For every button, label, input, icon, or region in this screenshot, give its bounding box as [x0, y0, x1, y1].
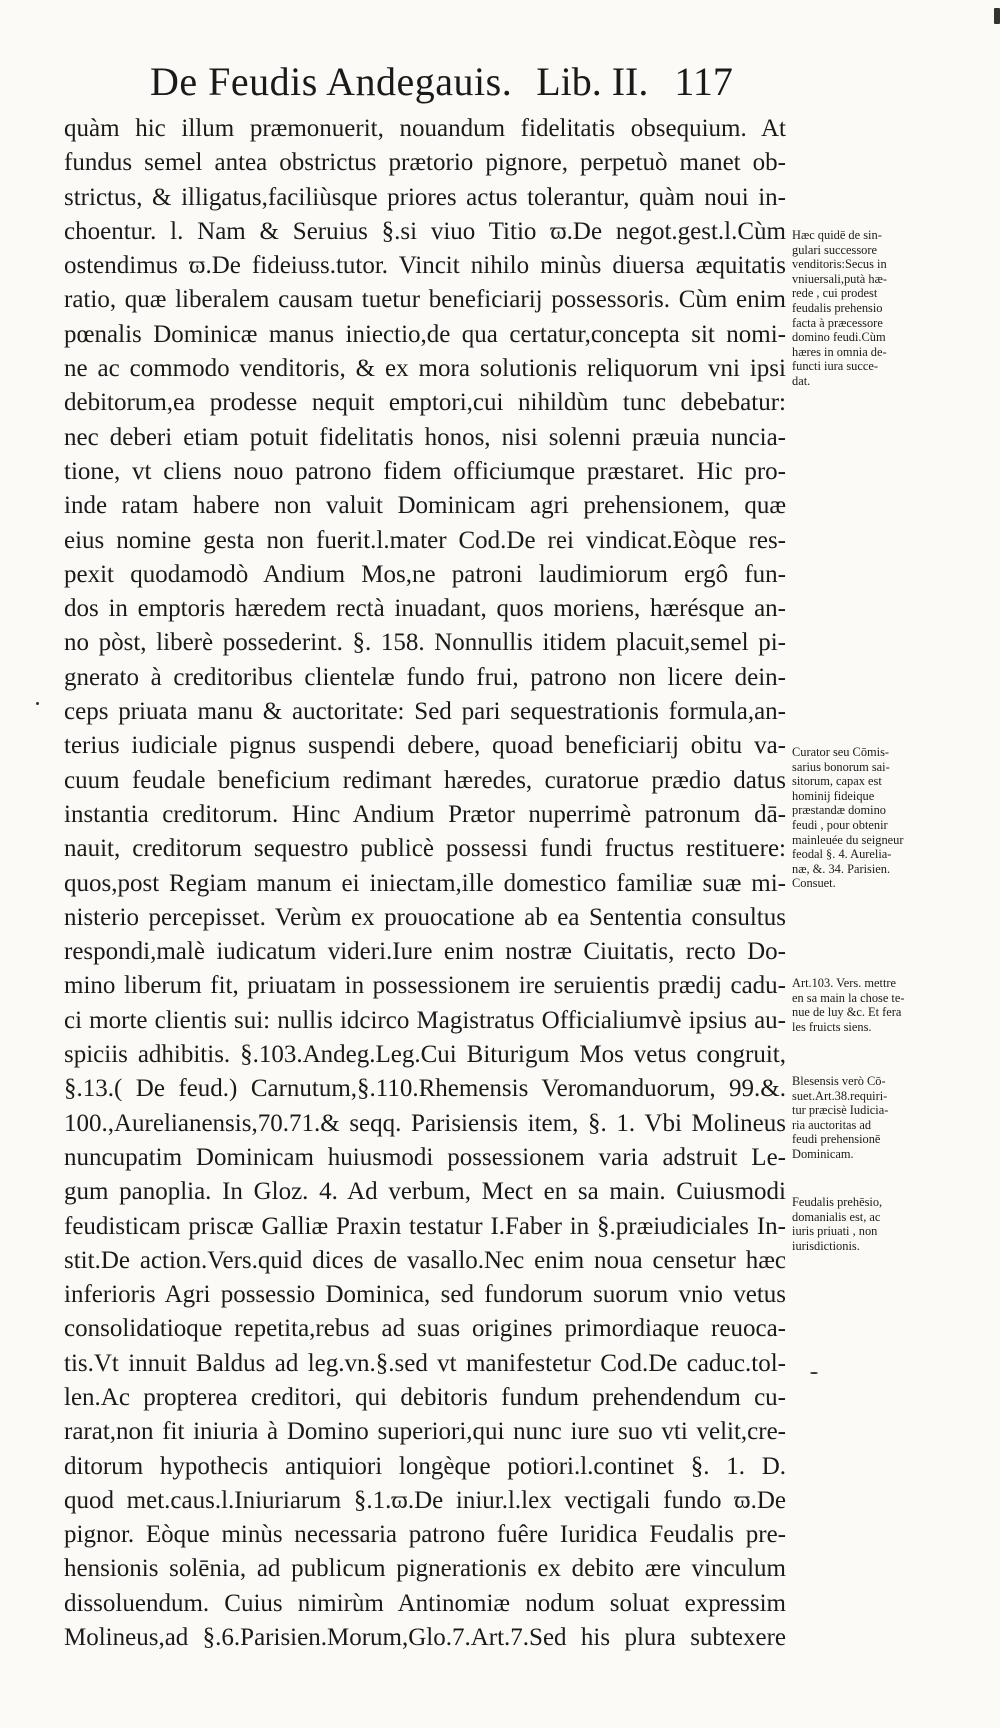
margin-note [792, 228, 928, 389]
text-line: quos,post Regiam manum ei iniectam,ille domestico familiæ suæ mi- [64, 869, 786, 897]
text-line: strictus, & illigatus,faciliùsque priores actus tolerantur, quàm noui in- [64, 183, 786, 211]
margin-note-line: sitorum, capax est [792, 774, 882, 789]
text-line: stit.De action.Vers.quid dices de vasallo.Nec enim noua censetur hæc [64, 1246, 786, 1274]
text-line: ostendimus ϖ.De fideiuss.tutor. Vincit nihilo minùs diuersa æquitatis [64, 252, 786, 280]
text-line: §.13.( De feud.) Carnutum,§.110.Rhemensis Veromanduorum, 99.&. [64, 1075, 786, 1103]
margin-note-line: vniuersali,putà hæ- [792, 271, 887, 286]
margin-note-line: iurisdictionis. [792, 1238, 860, 1253]
text-line: ratio, quæ liberalem causam tuetur beneficiarij possessoris. Cùm enim [64, 286, 786, 314]
text-line: Molineus,ad §.6.Parisien.Morum,Glo.7.Art.7.Sed his plura subtexere [64, 1624, 786, 1652]
text-line: fundus semel antea obstrictus prætorio pignore, perpetuò manet ob- [64, 149, 786, 177]
text-line: instantia creditorum. Hinc Andium Prætor nuperrimè patronum dā- [64, 800, 786, 828]
text-line: ci morte clientis sui: nullis idcirco Magistratus Officialiumvè ipsius au- [64, 1006, 786, 1034]
margin-note-line: dat. [792, 373, 811, 388]
text-line: cuum feudale beneficium redimant hæredes, curatorue prædio datus [64, 766, 786, 794]
text-line: inde ratam habere non valuit Dominicam agri prehensionem, quæ [64, 492, 786, 520]
margin-note-line: feudi prehensionē [792, 1132, 881, 1147]
margin-note-line: gulari successore [792, 242, 877, 257]
book-number: Lib. II. [536, 59, 649, 104]
text-line: pœnalis Dominicæ manus iniectio,de qua certatur,concepta sit nomi- [64, 320, 786, 348]
margin-note-line: hominij fideique [792, 788, 875, 803]
margin-note-line: mainleuée du seigneur [792, 832, 904, 847]
text-line: eius nomine gesta non fuerit.l.mater Cod.De rei vindicat.Eòque res- [64, 526, 786, 554]
text-line: ne ac commodo venditoris, & ex mora solutionis reliquorum vni ipsi [64, 355, 786, 383]
margin-note-line: Dominicam. [792, 1146, 854, 1161]
margin-note-line: Consuet. [792, 876, 836, 891]
page-number: 117 [674, 59, 733, 104]
text-line: debitorum,ea prodesse nequit emptori,cui nihildùm tunc debebatur: [64, 389, 786, 417]
margin-note-line: feodal §. 4. Aurelia- [792, 847, 892, 862]
text-line: dos in emptoris hæredem rectà inuadant, quos moriens, hærésque an- [64, 595, 786, 623]
margin-note-line: feudalis prehensio [792, 300, 883, 315]
margin-note [792, 1195, 928, 1253]
running-title: De Feudis Andegauis. [150, 59, 513, 104]
margin-note-line: functi iura succe- [792, 359, 879, 374]
text-line: ditorum hypothecis antiquiori longèque potiori.l.continet §. 1. D. [64, 1452, 786, 1480]
main-text-block [64, 112, 786, 1655]
text-line: terius iudiciale pignus suspendi debere, quoad beneficiarij obitu va- [64, 732, 786, 760]
text-line: gum panoplia. In Gloz. 4. Ad verbum, Mect en sa main. Cuiusmodi [64, 1178, 786, 1206]
text-line: no pòst, liberè possederint. §. 158. Nonnullis itidem placuit,semel pi- [64, 629, 786, 657]
margin-note-line: les fruicts siens. [792, 1019, 872, 1034]
margin-note-line: tur præcisè Iudicia- [792, 1103, 889, 1118]
text-line: nec deberi etiam potuit fidelitatis honos, nisi solenni præuia nuncia- [64, 423, 786, 451]
page-edge-mark [994, 8, 1000, 24]
margin-note-line: ria auctoritas ad [792, 1117, 872, 1132]
margin-note-line: rede , cui prodest [792, 286, 878, 301]
text-line: pignor. Eòque minùs necessaria patrono fuêre Iuridica Feudalis pre- [64, 1521, 786, 1549]
margin-note-line: Hæc quidē de sin- [792, 228, 882, 242]
margin-note-line: hæres in omnia de- [792, 344, 887, 359]
text-line: inferioris Agri possessio Dominica, sed fundorum suorum vnio vetus [64, 1281, 786, 1309]
margin-note-line: domanialis est, ac [792, 1209, 881, 1224]
margin-note-line: sarius bonorum sai- [792, 759, 890, 774]
margin-note-line: suet.Art.38.requiri- [792, 1088, 888, 1103]
margin-note-line: næ, &. 34. Parisien. [792, 861, 891, 876]
margin-note-line: iuris priuati , non [792, 1224, 878, 1239]
text-line: tis.Vt innuit Baldus ad leg.vn.§.sed vt manifestetur Cod.De caduc.tol- [64, 1349, 786, 1377]
ink-speck [810, 1372, 818, 1374]
margin-note-line: præstandæ domino [792, 803, 886, 818]
text-line: hensionis solēnia, ad publicum pignerationis ex debito ære vinculum [64, 1555, 786, 1583]
margin-note-line: Blesensis verò Cō- [792, 1074, 886, 1088]
text-line: spiciis adhibitis. §.103.Andeg.Leg.Cui Biturigum Mos vetus congruit, [64, 1041, 786, 1069]
margin-note-line: domino feudi.Cùm [792, 330, 886, 345]
margin-note [792, 745, 928, 891]
text-line: tione, vt cliens nouo patrono fidem officiumque præstaret. Hic pro- [64, 457, 786, 485]
text-line: ceps priuata manu & auctoritate: Sed pari sequestrationis formula,an- [64, 698, 786, 726]
text-line: nisterio percepisset. Verùm ex prouocatione ab ea Sententia consultus [64, 903, 786, 931]
text-line: quod met.caus.l.Iniuriarum §.1.ϖ.De iniur.l.lex vectigali fundo ϖ.De [64, 1486, 786, 1514]
text-line: dissoluendum. Cuius nimirùm Antinomiæ nodum soluat expressim [64, 1589, 786, 1617]
text-line: nuncupatim Dominicam huiusmodi possessionem varia adstruit Le- [64, 1143, 786, 1171]
margin-note-line: feudi , pour obtenir [792, 817, 888, 832]
running-head [150, 58, 790, 106]
text-line: mino liberum fit, priuatam in possessionem ire seruientis prædij cadu- [64, 972, 786, 1000]
text-line: feudisticam priscæ Galliæ Praxin testatur I.Faber in §.præiudiciales In- [64, 1212, 786, 1240]
margin-note-line: en sa main la chose te- [792, 990, 905, 1005]
margin-note-line: venditoris:Secus in [792, 257, 887, 272]
margin-note-line: facta à præcessore [792, 315, 883, 330]
text-line: 100.,Aurelianensis,70.71.& seqq. Parisiensis item, §. 1. Vbi Molineus [64, 1109, 786, 1137]
text-line: consolidatioque repetita,rebus ad suas origines primordiaque reuoca- [64, 1315, 786, 1343]
text-line: len.Ac propterea creditori, qui debitoris fundum prehendendum cu- [64, 1383, 786, 1411]
text-line: nauit, creditorum sequestro publicè possessi fundi fructus restituere: [64, 835, 786, 863]
margin-note-line: nue de luy &c. Et fera [792, 1005, 902, 1020]
text-line: rarat,non fit iniuria à Domino superiori,qui nunc iure suo vti velit,cre- [64, 1418, 786, 1446]
text-line: quàm hic illum præmonuerit, nouandum fidelitatis obsequium. At [64, 115, 786, 142]
margin-note-line: Art.103. Vers. mettre [792, 976, 897, 990]
margin-note-line: Curator seu Cōmis- [792, 745, 890, 759]
text-line: gnerato à creditoribus clientelæ fundo frui, patrono non licere dein- [64, 663, 786, 691]
ink-speck [36, 702, 39, 705]
margin-note-line: Feudalis prehēsio, [792, 1195, 883, 1209]
text-line: pexit quodamodò Andium Mos,ne patroni laudimiorum ergô fun- [64, 560, 786, 588]
margin-note [792, 976, 928, 1034]
text-line: choentur. l. Nam & Seruius §.si viuo Titio ϖ.De negot.gest.l.Cùm [64, 217, 786, 245]
margin-note [792, 1074, 928, 1162]
text-line: respondi,malè iudicatum videri.Iure enim nostræ Ciuitatis, recto Do- [64, 938, 786, 966]
